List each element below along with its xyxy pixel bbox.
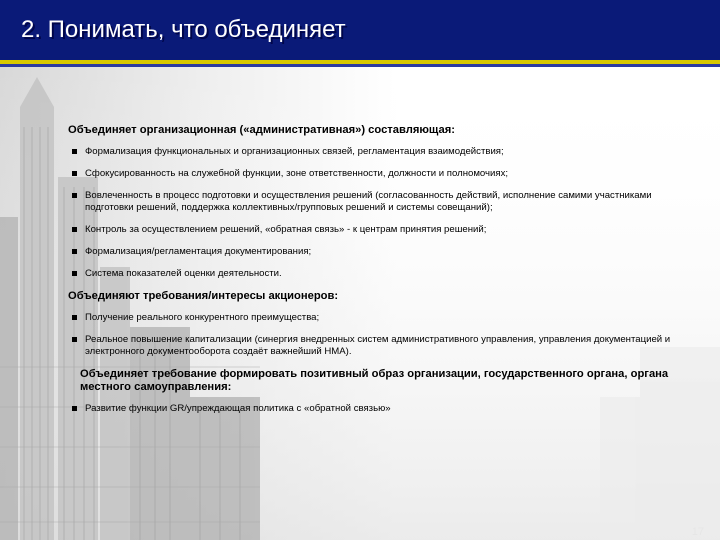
title-bar — [0, 0, 720, 60]
bullet-list-organizational — [68, 146, 692, 280]
square-bullet-icon — [72, 149, 77, 154]
bullet-list-image — [68, 403, 692, 415]
square-bullet-icon — [72, 227, 77, 232]
list-item — [68, 268, 692, 280]
list-item-text: Развитие функции GR/упреждающая политика с «обратной связью» — [85, 403, 391, 414]
square-bullet-icon — [72, 315, 77, 320]
square-bullet-icon — [72, 171, 77, 176]
list-item — [68, 403, 692, 415]
list-item — [68, 168, 692, 180]
list-item — [68, 146, 692, 158]
square-bullet-icon — [72, 193, 77, 198]
square-bullet-icon — [72, 249, 77, 254]
slide-title: 2. Понимать, что объединяет — [21, 16, 346, 43]
list-item — [68, 312, 692, 324]
list-item-text: Реальное повышение капитализации (синергия внедренных систем административного управления, управления документацией и электронного документооборота создаёт важнейший НМА). — [85, 334, 671, 357]
list-item — [68, 224, 692, 236]
section-heading-image: Объединяет требование формировать позитивный образ организации, государственного органа, органа местного самоуправления: — [80, 368, 669, 393]
bullet-list-shareholders — [68, 312, 692, 358]
section-heading-shareholders: Объединяют требования/интересы акционеров: — [68, 290, 339, 302]
list-item — [68, 334, 692, 358]
square-bullet-icon — [72, 337, 77, 342]
list-item-text: Получение реального конкурентного преимущества; — [85, 312, 320, 323]
list-item-text: Вовлеченность в процесс подготовки и осуществления решений (согласованность действий, исполнение самими участниками подготовки решений, поддержка коллективных/групповых решений и системы совещаний); — [85, 190, 652, 213]
square-bullet-icon — [72, 406, 77, 411]
list-item — [68, 246, 692, 258]
list-item-text: Система показателей оценки деятельности. — [85, 268, 282, 279]
list-item-text: Сфокусированность на служебной функции, зоне ответственности, должности и полномочиях; — [85, 168, 509, 179]
list-item — [68, 190, 692, 214]
list-item-text: Формализация/регламентация документирования; — [85, 246, 312, 257]
page-number: 17 — [691, 526, 704, 538]
list-item-text: Контроль за осуществлением решений, «обратная связь» - к центрам принятия решений; — [85, 224, 487, 235]
section-heading-organizational: Объединяет организационная («административная») составляющая: — [68, 124, 455, 136]
slide-body — [68, 124, 692, 425]
square-bullet-icon — [72, 271, 77, 276]
list-item-text: Формализация функциональных и организационных связей, регламентация взаимодействия; — [85, 146, 504, 157]
